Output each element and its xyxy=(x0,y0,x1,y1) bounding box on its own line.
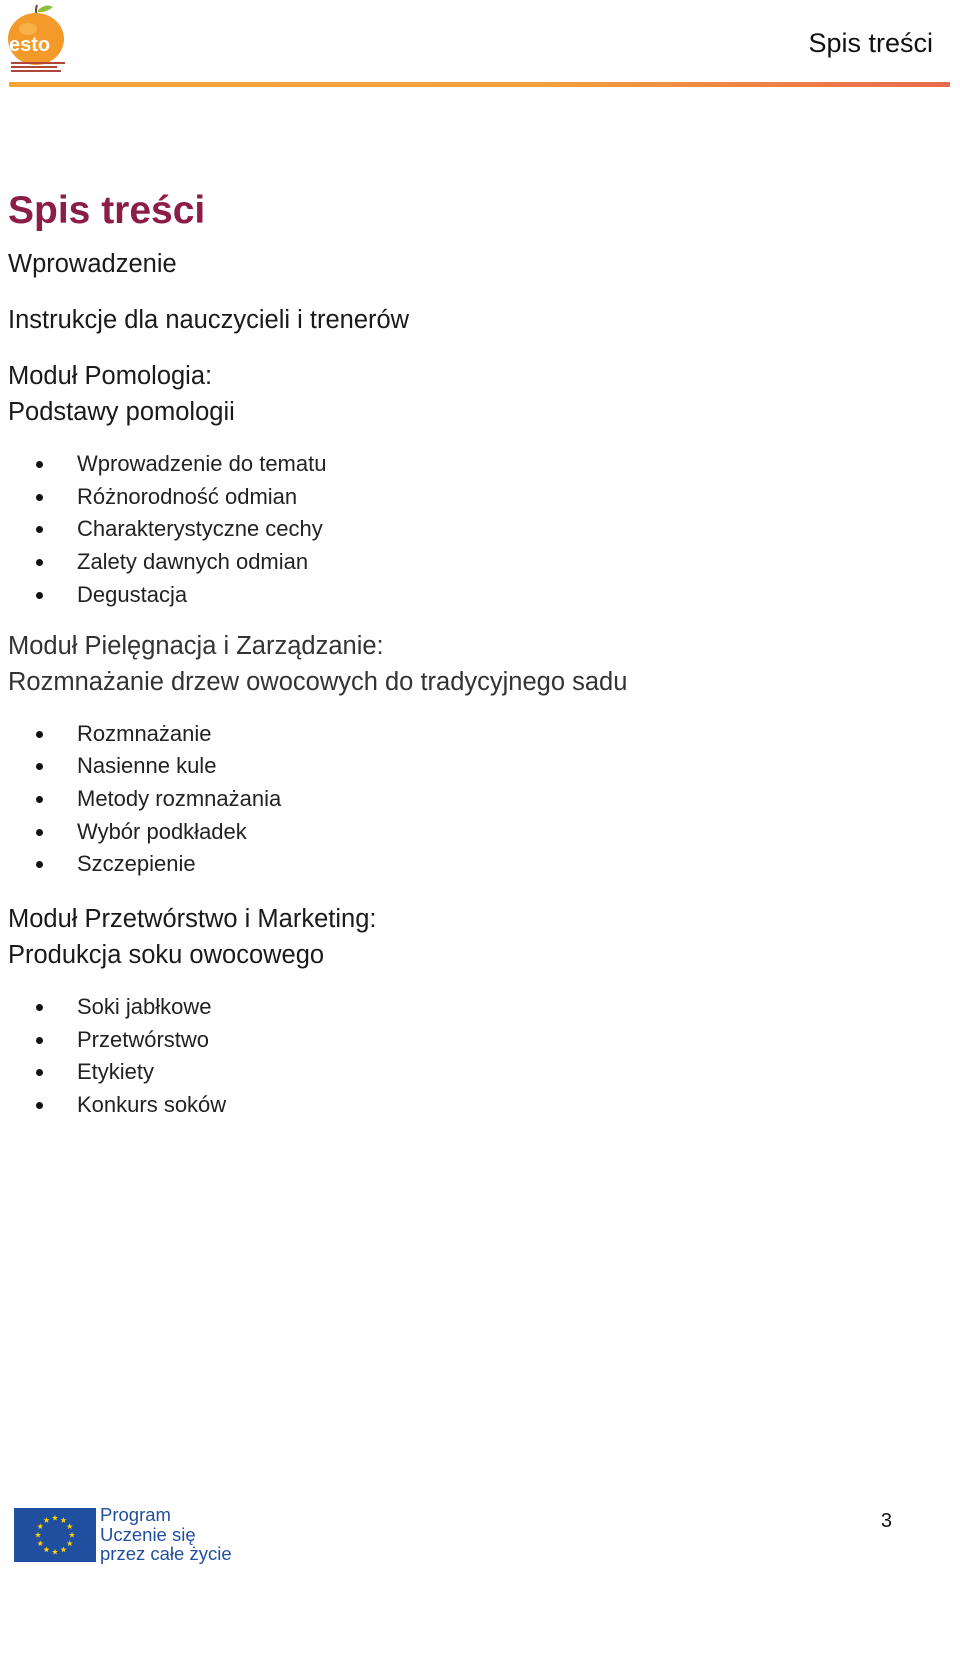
table-of-contents xyxy=(8,188,908,1122)
bullet-icon xyxy=(36,1102,43,1109)
module-heading[interactable] xyxy=(8,358,908,430)
list-item[interactable]: Metody rozmnażania xyxy=(8,783,908,816)
bullet-icon xyxy=(36,829,43,836)
module-title: Moduł Pomologia: xyxy=(8,362,213,390)
bullet-icon xyxy=(36,1037,43,1044)
list-item[interactable]: Przetwórstwo xyxy=(8,1024,908,1057)
list-item[interactable]: Wybór podkładek xyxy=(8,816,908,849)
module-subtitle: Produkcja soku owocowego xyxy=(8,941,325,970)
list-item[interactable]: Soki jabłkowe xyxy=(8,991,908,1024)
page-header xyxy=(0,0,960,90)
program-name xyxy=(100,1505,232,1564)
module-subtitle: Podstawy pomologii xyxy=(8,398,235,426)
module-heading[interactable] xyxy=(8,628,908,700)
program-line: Program xyxy=(100,1504,171,1525)
list-item[interactable]: Etykiety xyxy=(8,1056,908,1089)
toc-entry[interactable]: Wprowadzenie xyxy=(8,250,177,278)
svg-text:esto: esto xyxy=(9,34,51,56)
bullet-icon xyxy=(36,559,43,566)
list-item[interactable]: Szczepienie xyxy=(8,848,908,881)
list-item[interactable]: Nasienne kule xyxy=(8,750,908,783)
toc-entry[interactable]: Instrukcje dla nauczycieli i trenerów xyxy=(8,306,410,334)
module-topic-list xyxy=(8,448,908,612)
module-heading[interactable] xyxy=(8,901,908,973)
bullet-icon xyxy=(36,1069,43,1076)
bullet-icon xyxy=(36,494,43,501)
page-title: Spis treści xyxy=(8,189,206,232)
module-topic-list xyxy=(8,718,908,882)
lifelong-learning-logo xyxy=(14,1505,244,1565)
bullet-icon xyxy=(36,1004,43,1011)
list-item[interactable]: Zalety dawnych odmian xyxy=(8,546,908,579)
bullet-icon xyxy=(36,861,43,868)
bullet-icon xyxy=(36,592,43,599)
bullet-icon xyxy=(36,731,43,738)
eu-flag-icon xyxy=(14,1508,96,1562)
program-line: przez całe życie xyxy=(100,1543,232,1564)
module-title: Moduł Pielęgnacja i Zarządzanie: xyxy=(8,631,384,660)
header-divider xyxy=(9,82,950,87)
bullet-icon xyxy=(36,526,43,533)
bullet-icon xyxy=(36,796,43,803)
program-line: Uczenie się xyxy=(100,1523,196,1545)
list-item[interactable]: Degustacja xyxy=(8,579,908,612)
bullet-icon xyxy=(36,763,43,770)
list-item[interactable]: Różnorodność odmian xyxy=(8,481,908,514)
bullet-icon xyxy=(36,461,43,468)
header-title: Spis treści xyxy=(808,28,933,58)
module-topic-list xyxy=(8,991,908,1122)
list-item[interactable]: Konkurs soków xyxy=(8,1089,908,1122)
list-item[interactable]: Charakterystyczne cechy xyxy=(8,513,908,546)
apple-logo-icon xyxy=(6,2,70,76)
module-title: Moduł Przetwórstwo i Marketing: xyxy=(8,905,377,934)
list-item[interactable]: Wprowadzenie do tematu xyxy=(8,448,908,481)
module-subtitle: Rozmnażanie drzew owocowych do tradycyjnego sadu xyxy=(8,667,628,696)
esto-logo xyxy=(6,2,70,76)
page-number: 3 xyxy=(880,1510,892,1532)
list-item[interactable]: Rozmnażanie xyxy=(8,718,908,751)
